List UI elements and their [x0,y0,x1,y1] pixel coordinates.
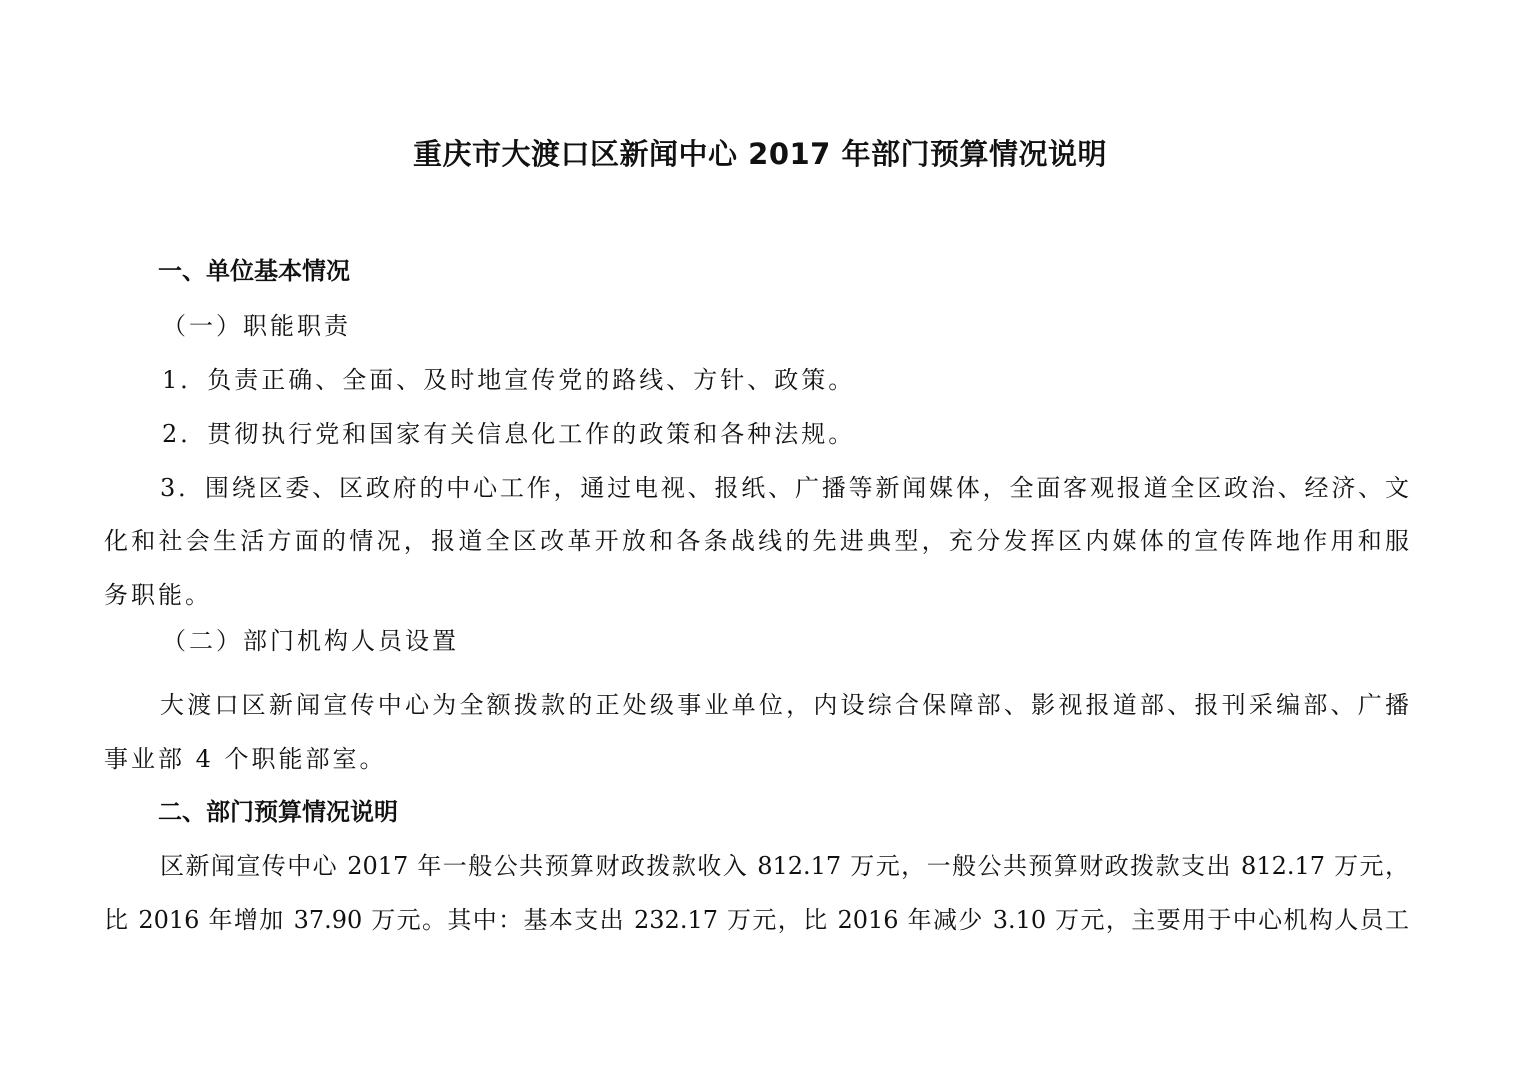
duty-item-3-line-1: 3．围绕区委、区政府的中心工作，通过电视、报纸、广播等新闻媒体，全面客观报道全区政治、经济、文 [160,474,1409,502]
duty-item-3-line-2: 化和社会生活方面的情况，报道全区改革开放和各条战线的先进典型，充分发挥区内媒体的宣传阵地作用和服 [104,527,1409,555]
duty-item-3-line-3: 务职能。 [104,581,212,609]
organization-paragraph-line-2: 事业部 4 个职能部室。 [104,745,387,773]
organization-paragraph-line-1: 大渡口区新闻宣传中心为全额拨款的正处级事业单位，内设综合保障部、影视报道部、报刊采编部、广播 [160,691,1409,719]
budget-paragraph-line-1: 区新闻宣传中心 2017 年一般公共预算财政拨款收入 812.17 万元，一般公共预算财政拨款支出 812.17 万元， [160,852,1409,880]
budget-paragraph-line-2: 比 2016 年增加 37.90 万元。其中：基本支出 232.17 万元，比 2016 年减少 3.10 万元，主要用于中心机构人员工 [104,906,1409,934]
duty-item-2: 2．贯彻执行党和国家有关信息化工作的政策和各种法规。 [162,420,856,448]
duty-item-1: 1．负责正确、全面、及时地宣传党的路线、方针、政策。 [162,366,856,394]
subsection-2-heading: （二）部门机构人员设置 [162,627,459,655]
section-2-heading: 二、部门预算情况说明 [158,798,398,826]
subsection-1-heading: （一）职能职责 [162,312,351,340]
document-title: 重庆市大渡口区新闻中心 2017 年部门预算情况说明 [413,137,1107,171]
section-1-heading: 一、单位基本情况 [158,257,350,285]
